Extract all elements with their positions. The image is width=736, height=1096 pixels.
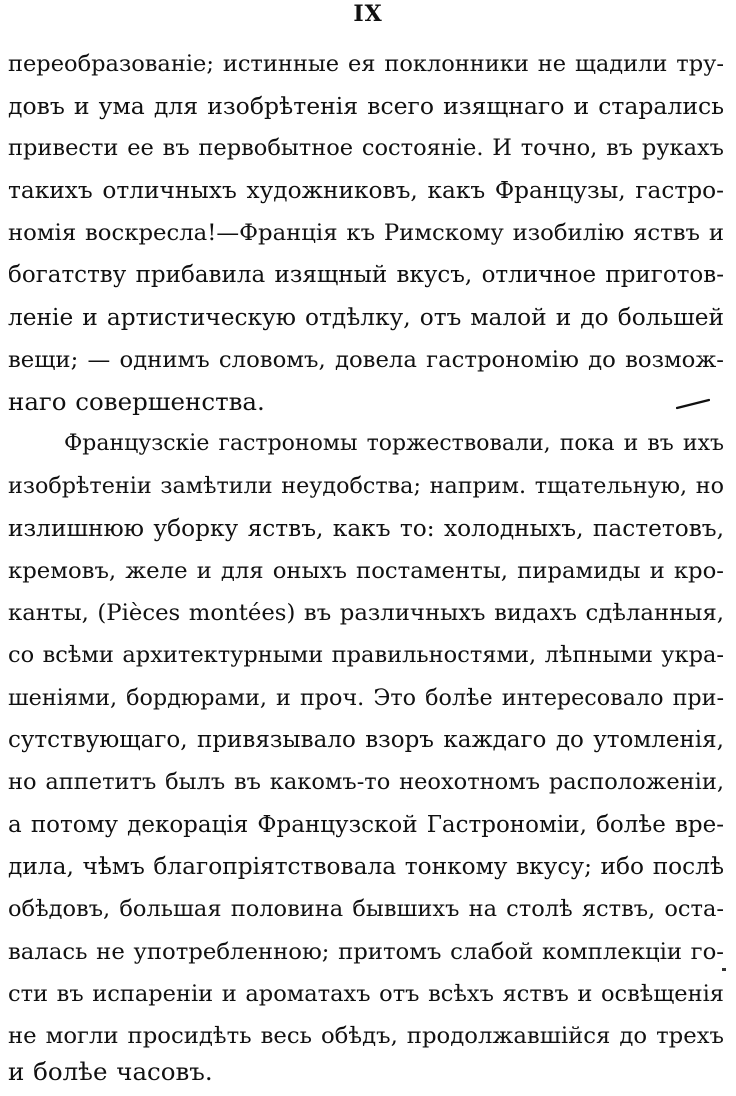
text-line: кремовъ, желе и для оныхъ постаменты, пирамиды и кро- (8, 558, 724, 584)
text-line: и болѣе часовъ. (8, 1057, 213, 1086)
text-line: со всѣми архитектурными правильностями, лѣпными укра- (8, 642, 724, 668)
page-number: IX (353, 1, 383, 27)
text-line: Французскіе гастрономы торжествовали, пока и въ ихъ (64, 431, 724, 456)
text-line: не могли просидѣть весь обѣдъ, продолжавшійся до трехъ (8, 1023, 724, 1049)
text-line: такихъ отличныхъ художниковъ, какъ Французы, гастро- (8, 177, 724, 204)
text-line: излишнюю уборку яствъ, какъ то: холодныхъ, пастетовъ, (8, 515, 724, 542)
text-line: канты, (Pièces montées) въ различныхъ видахъ сдѣланныя, (8, 600, 724, 626)
text-line: изобрѣтеніи замѣтили неудобства; наприм. тщательную, но (8, 473, 724, 499)
text-line: переобразованіе; истинные ея поклонники не щадили тру- (8, 51, 724, 77)
text-line: шеніями, бордюрами, и проч. Это болѣе интересовало при- (8, 685, 724, 711)
text-line: валась не употребленною; притомъ слабой комплекціи го- (8, 939, 724, 965)
decorative-dash-mark (676, 396, 710, 410)
text-line: вещи; — однимъ словомъ, довела гастрономію до возмож- (8, 347, 724, 373)
text-line: привести ее въ первобытное состояніе. И точно, въ рукахъ (8, 135, 724, 161)
text-line: богатству прибавила изящный вкусъ, отличное приготов- (8, 262, 724, 288)
text-line: дила, чѣмъ благопріятствовала тонкому вкусу; ибо послѣ (8, 853, 724, 880)
text-line: наго совершенства. (8, 387, 265, 416)
text-line: обѣдовъ, большая половина бывшихъ на столѣ яствъ, оста- (8, 896, 724, 922)
text-line: но аппетитъ былъ въ какомъ-то неохотномъ расположеніи, (8, 769, 724, 795)
text-line: довъ и ума для изобрѣтенія всего изящнаго и старались (8, 92, 724, 120)
text-line: леніе и артистическую отдѣлку, отъ малой и до большей (8, 304, 724, 331)
print-speck (722, 968, 726, 971)
text-line: номія воскресла!—Франція къ Римскому изобилію яствъ и (8, 220, 724, 246)
text-line: сутствующаго, привязывало взоръ каждаго до утомленія, (8, 727, 724, 753)
text-line: сти въ испареніи и ароматахъ отъ всѣхъ яствъ и освѣщенія (8, 981, 724, 1007)
text-line: а потому декорація Французской Гастрономіи, болѣе вре- (8, 812, 724, 838)
